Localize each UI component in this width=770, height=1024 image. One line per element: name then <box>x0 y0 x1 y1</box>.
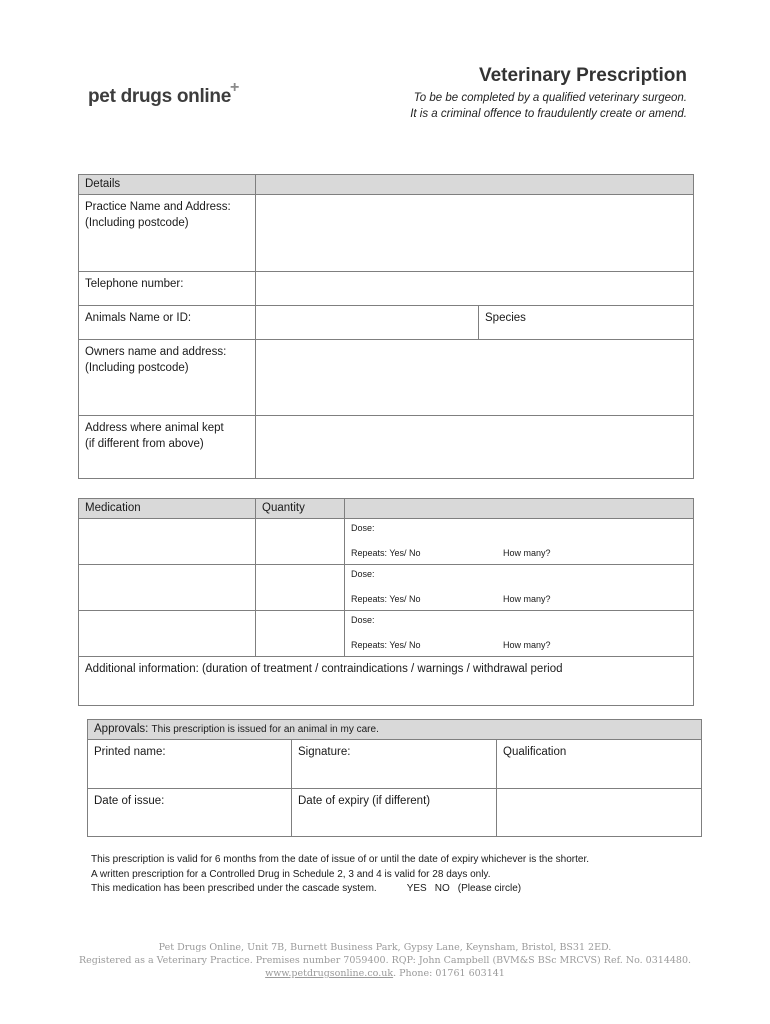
practice-label <box>79 195 256 272</box>
species-label: Species <box>485 312 526 324</box>
details-table <box>78 174 694 479</box>
practice-label-line2: (Including postcode) <box>85 217 189 229</box>
kept-field[interactable] <box>256 416 694 479</box>
practice-field[interactable] <box>256 195 694 272</box>
dose-label: Dose: <box>351 523 375 533</box>
footer-registration: Registered as a Veterinary Practice. Premises number 7059400. RQP: John Campbell (BVM&S BSc MRCVS) Ref. No. 0314480. <box>78 955 692 966</box>
approvals-label: Approvals: <box>94 723 149 735</box>
date-issue-label: Date of issue: <box>94 795 165 807</box>
notes <box>91 853 589 897</box>
approvals-heading <box>88 720 702 740</box>
approvals-text: This prescription is issued for an animal in my care. <box>151 724 379 735</box>
logo <box>88 79 240 108</box>
blank-field[interactable] <box>497 789 702 837</box>
circle-instruction: (Please circle) <box>457 883 522 894</box>
medication-col-header: Medication <box>79 499 256 519</box>
qualification-field[interactable] <box>497 740 702 789</box>
dose-label: Dose: <box>351 569 375 579</box>
medication-row <box>79 565 694 611</box>
animal-label: Animals Name or ID: <box>79 306 256 340</box>
medication-table <box>78 498 694 706</box>
footer-address: Pet Drugs Online, Unit 7B, Burnett Business Park, Gypsy Lane, Keynsham, Bristol, BS31 2ED. <box>158 942 612 953</box>
yes-option[interactable]: YES <box>406 883 427 894</box>
animal-field[interactable] <box>256 306 479 340</box>
additional-info-field[interactable] <box>79 657 694 706</box>
dose-col-header <box>345 499 694 519</box>
details-heading: Details <box>79 175 256 195</box>
subtitle-1: To be be completed by a qualified veterinary surgeon. <box>413 92 687 104</box>
footer <box>0 941 770 980</box>
practice-label-line1: Practice Name and Address: <box>85 201 231 213</box>
how-many-label: How many? <box>503 640 551 650</box>
medication-field[interactable] <box>79 565 256 611</box>
quantity-col-header: Quantity <box>256 499 345 519</box>
footer-contact <box>0 967 770 980</box>
owner-label-line1: Owners name and address: <box>85 346 227 358</box>
no-option[interactable]: NO <box>434 883 450 894</box>
page-title: Veterinary Prescription <box>478 65 687 86</box>
medication-field[interactable] <box>79 611 256 657</box>
repeats-label: Repeats: Yes/ No <box>351 594 421 604</box>
dose-cell[interactable] <box>345 611 694 657</box>
kept-label-line1: Address where animal kept <box>85 422 224 434</box>
kept-label <box>79 416 256 479</box>
telephone-label: Telephone number: <box>79 272 256 306</box>
quantity-field[interactable] <box>256 565 345 611</box>
qualification-label: Qualification <box>503 746 567 758</box>
footer-phone: . Phone: 01761 603141 <box>393 968 505 979</box>
species-field[interactable] <box>479 306 694 340</box>
plus-icon: + <box>230 79 240 96</box>
details-heading-blank <box>256 175 694 195</box>
how-many-label: How many? <box>503 548 551 558</box>
repeats-label: Repeats: Yes/ No <box>351 640 421 650</box>
owner-label-line2: (Including postcode) <box>85 362 189 374</box>
note-cascade <box>91 882 589 897</box>
owner-field[interactable] <box>256 340 694 416</box>
dose-label: Dose: <box>351 615 375 625</box>
medication-row <box>79 519 694 565</box>
printed-name-label: Printed name: <box>94 746 166 758</box>
quantity-field[interactable] <box>256 611 345 657</box>
note-cascade-text: This medication has been prescribed under the cascade system. <box>91 883 377 894</box>
date-expiry-label: Date of expiry (if different) <box>298 795 431 807</box>
telephone-field[interactable] <box>256 272 694 306</box>
printed-name-field[interactable] <box>88 740 292 789</box>
note-controlled-drug: A written prescription for a Controlled Drug in Schedule 2, 3 and 4 is valid for 28 days only. <box>91 868 491 880</box>
kept-label-line2: (if different from above) <box>85 438 204 450</box>
subtitle-2: It is a criminal offence to fraudulently create or amend. <box>410 108 687 120</box>
logo-text: pet drugs online <box>88 86 231 107</box>
medication-row <box>79 611 694 657</box>
repeats-label: Repeats: Yes/ No <box>351 548 421 558</box>
website-link[interactable]: www.petdrugsonline.co.uk <box>265 968 394 979</box>
owner-label <box>79 340 256 416</box>
how-many-label: How many? <box>503 594 551 604</box>
dose-cell[interactable] <box>345 565 694 611</box>
additional-info-label: Additional information: (duration of treatment / contraindications / warnings / withdrawal period <box>85 663 563 675</box>
medication-field[interactable] <box>79 519 256 565</box>
date-issue-field[interactable] <box>88 789 292 837</box>
date-expiry-field[interactable] <box>292 789 497 837</box>
note-validity: This prescription is valid for 6 months from the date of issue of or until the date of expiry whichever is the shorter. <box>91 854 590 865</box>
approvals-table <box>87 719 702 837</box>
dose-cell[interactable] <box>345 519 694 565</box>
quantity-field[interactable] <box>256 519 345 565</box>
signature-label: Signature: <box>298 746 351 758</box>
signature-field[interactable] <box>292 740 497 789</box>
